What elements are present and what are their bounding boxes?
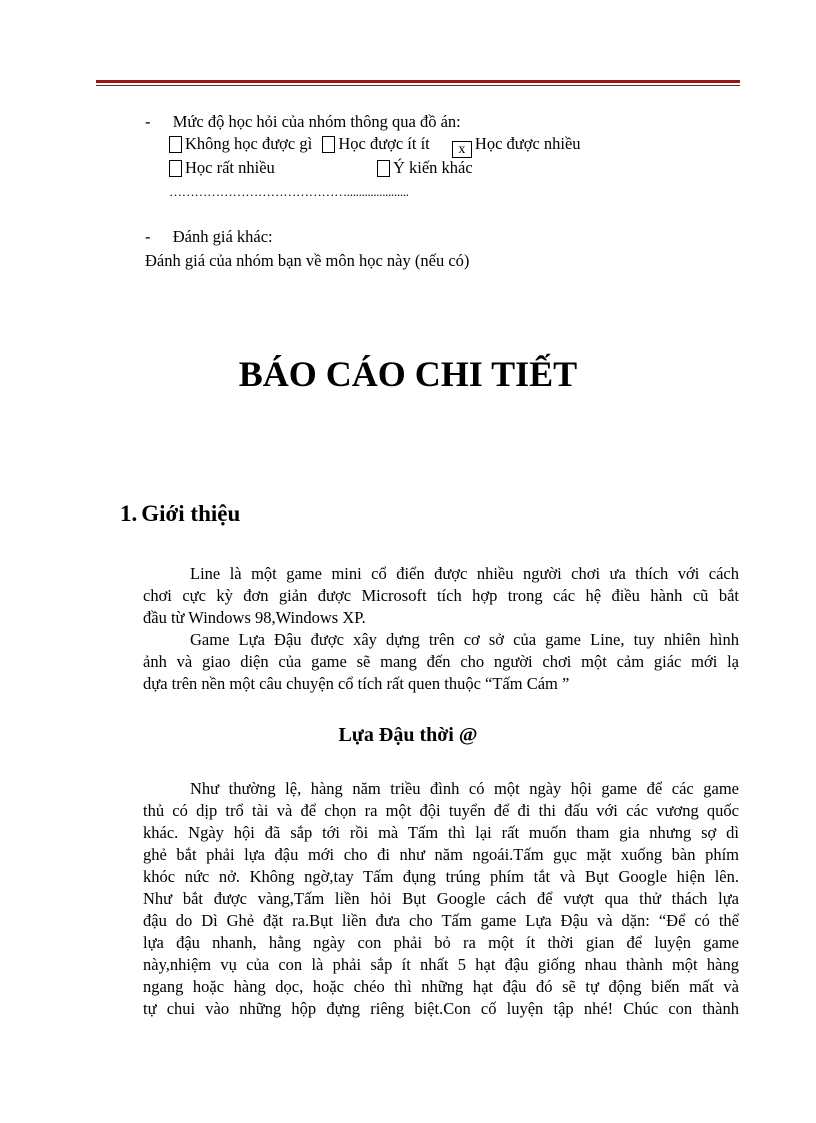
text-line: này,nhiệm vụ của con là phải sắp ít nhất 5 hạt đậu giống nhau thành một hàng xyxy=(143,955,739,974)
text-line: chơi cực kỳ đơn giản được Microsoft tích hợp trong các hệ điều hành cũ bắt xyxy=(143,586,739,605)
text-line: khóc nức nở. Không ngờ,tay Tấm đụng trúng phím tắt và Bụt Google hiện lên. xyxy=(143,867,739,886)
page-title: BÁO CÁO CHI TIẾT xyxy=(238,354,578,394)
option-label: Học được nhiều xyxy=(474,134,581,153)
checkbox[interactable] xyxy=(169,160,182,177)
survey-question-2 xyxy=(145,227,273,247)
checkbox-checked[interactable]: x xyxy=(452,141,472,158)
text-line: đầu từ Windows 98,Windows XP. xyxy=(143,608,366,627)
question-1-label: Mức độ học hỏi của nhóm thông qua đồ án: xyxy=(172,112,461,131)
option-y-kien-khac[interactable] xyxy=(377,158,473,178)
section-heading xyxy=(120,499,240,529)
text-line: dựa trên nền một câu chuyện cổ tích rất quen thuộc “Tấm Cám ” xyxy=(143,674,570,693)
text-line: ghẻ bắt phải lựa đậu mới cho đi như năm ngoái.Tấm gục mặt xuống bàn phím xyxy=(143,845,739,864)
intro-paragraph-1 xyxy=(143,563,739,629)
option-hoc-rat-nhieu[interactable] xyxy=(169,158,275,178)
checkbox[interactable] xyxy=(169,136,182,153)
text-line: Game Lựa Đậu được xây dựng trên cơ sở của game Line, tuy nhiên hình xyxy=(190,630,739,649)
survey-question-1 xyxy=(145,112,461,132)
header-rule-thin xyxy=(96,85,740,86)
options-row-2 xyxy=(169,158,473,178)
intro-paragraph-2 xyxy=(143,629,739,695)
option-khong-hoc-duoc-gi[interactable] xyxy=(169,134,312,154)
section-number: 1. xyxy=(120,501,138,526)
text-line: đậu do Dì Ghẻ đặt ra.Bụt liền đưa cho Tấm game Lựa Đậu và dặn: “Để có thể xyxy=(143,911,739,930)
section-title: Giới thiệu xyxy=(141,501,241,526)
option-label: Ý kiến khác xyxy=(392,158,473,177)
text-line: khác. Ngày hội đã sắp tới rồi mà Tấm thì lại rất muốn tham gia nhưng sợ dì xyxy=(143,823,739,842)
text-line: Line là một game mini cổ điển được nhiều người chơi ưa thích với cách xyxy=(190,564,739,583)
text-line: tự chui vào những hộp đựng riêng biệt.Con cố luyện tập nhé! Chúc con thành xyxy=(143,999,739,1018)
text-line: thủ có dịp trổ tài và để chọn ra một đội tuyển để đi thi đấu với các vương quốc xyxy=(143,801,739,820)
header-rule-thick xyxy=(96,80,740,83)
checkbox[interactable] xyxy=(377,160,390,177)
option-label: Không học được gì xyxy=(185,134,313,153)
question-2-prompt: Đánh giá của nhóm bạn về môn học này (nếu có) xyxy=(145,251,470,270)
question-2-label: Đánh giá khác: xyxy=(172,227,273,246)
options-row-1 xyxy=(169,134,581,158)
bullet: - xyxy=(145,112,151,131)
story-paragraph xyxy=(143,778,739,1020)
option-label: Học rất nhiều xyxy=(185,158,275,177)
option-hoc-duoc-it-it[interactable] xyxy=(322,134,429,154)
text-line: lựa đậu nhanh, hằng ngày con phải bỏ ra một ít thời gian để luyện game xyxy=(143,933,739,952)
text-line: ngang hoặc hàng dọc, hoặc chéo thì những hạt đậu đó sẽ tự động biến mất và xyxy=(143,977,739,996)
dotted-fill-line: ……………………………………..................... xyxy=(169,184,409,199)
option-hoc-duoc-nhieu[interactable] xyxy=(452,134,581,158)
bullet: - xyxy=(145,227,151,246)
text-line: Như bắt được vàng,Tấm liền hỏi Bụt Google cách để vượt qua thử thách lựa xyxy=(143,889,739,908)
text-line: ảnh và giao diện của game sẽ mang đến cho người chơi một cảm giác mới lạ xyxy=(143,652,739,671)
text-line: Như thường lệ, hàng năm triều đình có một ngày hội game để các game xyxy=(190,779,739,798)
story-heading: Lựa Đậu thời @ xyxy=(338,724,478,746)
checkbox[interactable] xyxy=(322,136,335,153)
option-label: Học được ít ít xyxy=(338,134,430,153)
